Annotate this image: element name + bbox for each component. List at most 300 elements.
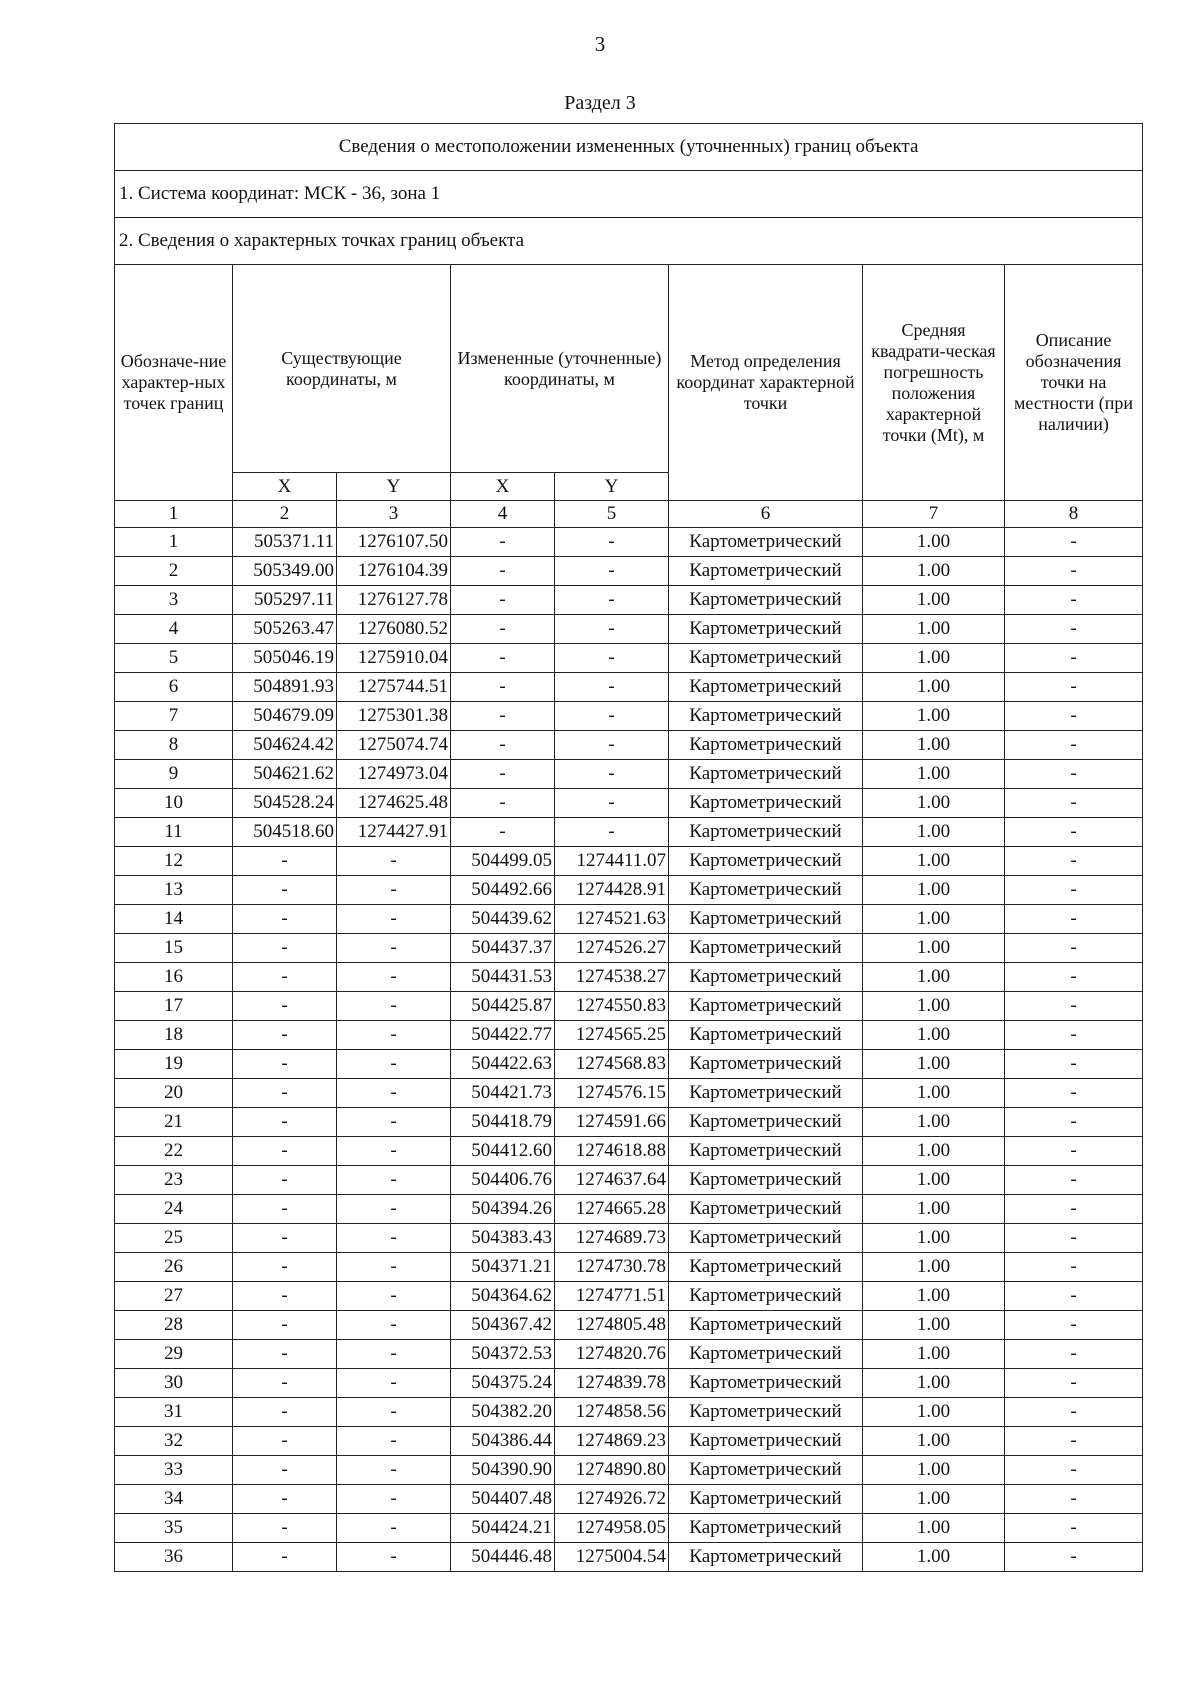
existing-x: - — [233, 1021, 337, 1050]
point-description: - — [1005, 586, 1143, 615]
table-row — [115, 731, 1143, 760]
existing-x: - — [233, 1282, 337, 1311]
table-row — [115, 557, 1143, 586]
column-number: 3 — [337, 501, 451, 528]
mean-error: 1.00 — [863, 644, 1005, 673]
mean-error: 1.00 — [863, 673, 1005, 702]
point-number: 36 — [115, 1543, 233, 1572]
existing-y: - — [337, 1108, 451, 1137]
method: Картометрический — [669, 818, 863, 847]
table-row — [115, 1079, 1143, 1108]
mean-error: 1.00 — [863, 731, 1005, 760]
column-number: 2 — [233, 501, 337, 528]
method: Картометрический — [669, 1195, 863, 1224]
changed-x: 504446.48 — [451, 1543, 555, 1572]
point-number: 11 — [115, 818, 233, 847]
point-description: - — [1005, 847, 1143, 876]
changed-x: 504367.42 — [451, 1311, 555, 1340]
point-description: - — [1005, 963, 1143, 992]
coord-system: 1. Система координат: МСК - 36, зона 1 — [115, 171, 1143, 218]
changed-x: 504422.77 — [451, 1021, 555, 1050]
changed-y: 1274926.72 — [555, 1485, 669, 1514]
point-description: - — [1005, 1282, 1143, 1311]
method: Картометрический — [669, 934, 863, 963]
changed-x: 504418.79 — [451, 1108, 555, 1137]
mean-error: 1.00 — [863, 992, 1005, 1021]
point-number: 34 — [115, 1485, 233, 1514]
existing-x: 504891.93 — [233, 673, 337, 702]
page-number: 3 — [594, 32, 606, 56]
changed-y: 1274730.78 — [555, 1253, 669, 1282]
existing-x: - — [233, 1456, 337, 1485]
existing-x: 505263.47 — [233, 615, 337, 644]
existing-x: - — [233, 1340, 337, 1369]
changed-y: 1274428.91 — [555, 876, 669, 905]
changed-y: - — [555, 586, 669, 615]
changed-y: - — [555, 528, 669, 557]
existing-x: - — [233, 876, 337, 905]
table-row — [115, 1514, 1143, 1543]
changed-x: 504383.43 — [451, 1224, 555, 1253]
table-row — [115, 1311, 1143, 1340]
changed-x: 504406.76 — [451, 1166, 555, 1195]
existing-x: 504679.09 — [233, 702, 337, 731]
changed-y: - — [555, 673, 669, 702]
point-number: 2 — [115, 557, 233, 586]
point-number: 10 — [115, 789, 233, 818]
point-description: - — [1005, 1253, 1143, 1282]
point-number: 28 — [115, 1311, 233, 1340]
point-number: 23 — [115, 1166, 233, 1195]
mean-error: 1.00 — [863, 1340, 1005, 1369]
method: Картометрический — [669, 1166, 863, 1195]
point-number: 17 — [115, 992, 233, 1021]
method: Картометрический — [669, 1369, 863, 1398]
table-row — [115, 1456, 1143, 1485]
changed-x: 504371.21 — [451, 1253, 555, 1282]
table-row — [115, 702, 1143, 731]
header-method: Метод определения координат характерной точки — [669, 265, 863, 501]
existing-x: - — [233, 1398, 337, 1427]
point-description: - — [1005, 1108, 1143, 1137]
existing-y: 1275744.51 — [337, 673, 451, 702]
changed-y: 1274869.23 — [555, 1427, 669, 1456]
changed-y: 1274890.80 — [555, 1456, 669, 1485]
point-number: 35 — [115, 1514, 233, 1543]
point-number: 8 — [115, 731, 233, 760]
mean-error: 1.00 — [863, 1369, 1005, 1398]
existing-y: - — [337, 1456, 451, 1485]
changed-x: 504382.20 — [451, 1398, 555, 1427]
table-row — [115, 1137, 1143, 1166]
column-number: 7 — [863, 501, 1005, 528]
existing-y: 1274625.48 — [337, 789, 451, 818]
table-row — [115, 905, 1143, 934]
mean-error: 1.00 — [863, 1311, 1005, 1340]
table-row — [115, 1021, 1143, 1050]
points-caption: 2. Сведения о характерных точках границ объекта — [115, 218, 1143, 265]
changed-y: 1274618.88 — [555, 1137, 669, 1166]
table-row — [115, 789, 1143, 818]
point-description: - — [1005, 1166, 1143, 1195]
method: Картометрический — [669, 1427, 863, 1456]
changed-y: 1274839.78 — [555, 1369, 669, 1398]
changed-y: 1274538.27 — [555, 963, 669, 992]
boundary-points-table — [114, 123, 1143, 1572]
existing-y: - — [337, 1253, 451, 1282]
table-row — [115, 1398, 1143, 1427]
changed-x: 504412.60 — [451, 1137, 555, 1166]
header-description: Описание обозначения точки на местности (при наличии) — [1005, 265, 1143, 501]
points-caption-row — [115, 218, 1143, 265]
method: Картометрический — [669, 1485, 863, 1514]
point-number: 30 — [115, 1369, 233, 1398]
table-row — [115, 1369, 1143, 1398]
existing-x: - — [233, 1543, 337, 1572]
mean-error: 1.00 — [863, 1485, 1005, 1514]
table-row — [115, 1224, 1143, 1253]
changed-y: 1274958.05 — [555, 1514, 669, 1543]
table-row — [115, 1253, 1143, 1282]
mean-error: 1.00 — [863, 1021, 1005, 1050]
changed-y: 1274637.64 — [555, 1166, 669, 1195]
point-description: - — [1005, 1456, 1143, 1485]
point-description: - — [1005, 644, 1143, 673]
method: Картометрический — [669, 1108, 863, 1137]
table-row — [115, 963, 1143, 992]
method: Картометрический — [669, 644, 863, 673]
point-description: - — [1005, 1311, 1143, 1340]
point-number: 22 — [115, 1137, 233, 1166]
existing-y: - — [337, 1166, 451, 1195]
point-description: - — [1005, 876, 1143, 905]
table-row — [115, 586, 1143, 615]
existing-y: - — [337, 1485, 451, 1514]
method: Картометрический — [669, 1398, 863, 1427]
existing-y: 1274973.04 — [337, 760, 451, 789]
method: Картометрический — [669, 1543, 863, 1572]
existing-y: 1276104.39 — [337, 557, 451, 586]
existing-x: - — [233, 1224, 337, 1253]
table-row — [115, 1485, 1143, 1514]
table-row — [115, 1282, 1143, 1311]
changed-x: - — [451, 528, 555, 557]
existing-x: - — [233, 934, 337, 963]
existing-y: - — [337, 847, 451, 876]
changed-x: 504394.26 — [451, 1195, 555, 1224]
mean-error: 1.00 — [863, 1253, 1005, 1282]
table-row — [115, 1050, 1143, 1079]
table-row — [115, 847, 1143, 876]
existing-y: - — [337, 1137, 451, 1166]
mean-error: 1.00 — [863, 1108, 1005, 1137]
changed-x: 504437.37 — [451, 934, 555, 963]
mean-error: 1.00 — [863, 1137, 1005, 1166]
existing-x: - — [233, 1253, 337, 1282]
mean-error: 1.00 — [863, 586, 1005, 615]
column-number: 1 — [115, 501, 233, 528]
mean-error: 1.00 — [863, 905, 1005, 934]
mean-error: 1.00 — [863, 847, 1005, 876]
method: Картометрический — [669, 1514, 863, 1543]
method: Картометрический — [669, 1282, 863, 1311]
changed-y: 1274550.83 — [555, 992, 669, 1021]
existing-y: 1275301.38 — [337, 702, 451, 731]
point-number: 1 — [115, 528, 233, 557]
existing-y: - — [337, 876, 451, 905]
method: Картометрический — [669, 1340, 863, 1369]
point-description: - — [1005, 1021, 1143, 1050]
point-number: 32 — [115, 1427, 233, 1456]
point-number: 19 — [115, 1050, 233, 1079]
method: Картометрический — [669, 673, 863, 702]
mean-error: 1.00 — [863, 818, 1005, 847]
mean-error: 1.00 — [863, 615, 1005, 644]
existing-x: 505371.11 — [233, 528, 337, 557]
header-changed: Измененные (уточненные) координаты, м — [451, 265, 669, 473]
point-description: - — [1005, 905, 1143, 934]
point-number: 6 — [115, 673, 233, 702]
changed-x: - — [451, 818, 555, 847]
existing-y: - — [337, 1514, 451, 1543]
existing-y: 1276080.52 — [337, 615, 451, 644]
existing-x: - — [233, 1427, 337, 1456]
point-description: - — [1005, 731, 1143, 760]
changed-x: 504492.66 — [451, 876, 555, 905]
mean-error: 1.00 — [863, 557, 1005, 586]
point-description: - — [1005, 1340, 1143, 1369]
point-description: - — [1005, 1050, 1143, 1079]
header-changed-y: Y — [555, 473, 669, 501]
point-description: - — [1005, 1485, 1143, 1514]
changed-y: - — [555, 557, 669, 586]
point-description: - — [1005, 702, 1143, 731]
section-label: Раздел 3 — [564, 92, 636, 114]
method: Картометрический — [669, 876, 863, 905]
table-row — [115, 1108, 1143, 1137]
point-number: 5 — [115, 644, 233, 673]
existing-x: - — [233, 1079, 337, 1108]
table-row — [115, 528, 1143, 557]
existing-x: 505046.19 — [233, 644, 337, 673]
mean-error: 1.00 — [863, 1050, 1005, 1079]
changed-x: 504421.73 — [451, 1079, 555, 1108]
changed-x: - — [451, 789, 555, 818]
mean-error: 1.00 — [863, 876, 1005, 905]
table-row — [115, 1195, 1143, 1224]
mean-error: 1.00 — [863, 789, 1005, 818]
point-description: - — [1005, 760, 1143, 789]
changed-y: - — [555, 644, 669, 673]
point-number: 33 — [115, 1456, 233, 1485]
changed-y: - — [555, 760, 669, 789]
header-point: Обозначе-ние характер-ных точек границ — [115, 265, 233, 501]
point-number: 20 — [115, 1079, 233, 1108]
existing-x: 504624.42 — [233, 731, 337, 760]
mean-error: 1.00 — [863, 1166, 1005, 1195]
table-row — [115, 615, 1143, 644]
mean-error: 1.00 — [863, 963, 1005, 992]
changed-y: - — [555, 702, 669, 731]
table-row — [115, 992, 1143, 1021]
changed-x: - — [451, 760, 555, 789]
point-number: 18 — [115, 1021, 233, 1050]
method: Картометрический — [669, 1456, 863, 1485]
changed-y: 1275004.54 — [555, 1543, 669, 1572]
changed-y: 1274805.48 — [555, 1311, 669, 1340]
table-row — [115, 644, 1143, 673]
method: Картометрический — [669, 1137, 863, 1166]
point-description: - — [1005, 789, 1143, 818]
mean-error: 1.00 — [863, 1224, 1005, 1253]
table-row — [115, 1543, 1143, 1572]
table-row — [115, 673, 1143, 702]
changed-y: 1274565.25 — [555, 1021, 669, 1050]
point-number: 25 — [115, 1224, 233, 1253]
mean-error: 1.00 — [863, 702, 1005, 731]
method: Картометрический — [669, 1079, 863, 1108]
method: Картометрический — [669, 731, 863, 760]
point-number: 29 — [115, 1340, 233, 1369]
header-existing-x: X — [233, 473, 337, 501]
column-number: 5 — [555, 501, 669, 528]
changed-x: - — [451, 673, 555, 702]
existing-y: - — [337, 1369, 451, 1398]
changed-x: 504407.48 — [451, 1485, 555, 1514]
existing-x: - — [233, 1514, 337, 1543]
existing-x: - — [233, 905, 337, 934]
method: Картометрический — [669, 963, 863, 992]
changed-y: - — [555, 818, 669, 847]
existing-y: - — [337, 963, 451, 992]
method: Картометрический — [669, 528, 863, 557]
method: Картометрический — [669, 760, 863, 789]
changed-x: 504425.87 — [451, 992, 555, 1021]
existing-x: 505297.11 — [233, 586, 337, 615]
point-number: 24 — [115, 1195, 233, 1224]
changed-x: 504424.21 — [451, 1514, 555, 1543]
method: Картометрический — [669, 1050, 863, 1079]
changed-y: 1274665.28 — [555, 1195, 669, 1224]
existing-y: - — [337, 1340, 451, 1369]
changed-y: - — [555, 731, 669, 760]
point-description: - — [1005, 1543, 1143, 1572]
changed-x: 504386.44 — [451, 1427, 555, 1456]
point-number: 21 — [115, 1108, 233, 1137]
changed-y: 1274521.63 — [555, 905, 669, 934]
column-number: 6 — [669, 501, 863, 528]
point-number: 12 — [115, 847, 233, 876]
method: Картометрический — [669, 1253, 863, 1282]
method: Картометрический — [669, 615, 863, 644]
changed-x: 504499.05 — [451, 847, 555, 876]
changed-y: 1274591.66 — [555, 1108, 669, 1137]
existing-x: - — [233, 1369, 337, 1398]
existing-y: - — [337, 1195, 451, 1224]
existing-x: 504621.62 — [233, 760, 337, 789]
point-description: - — [1005, 1514, 1143, 1543]
mean-error: 1.00 — [863, 1398, 1005, 1427]
table-title-row — [115, 124, 1143, 171]
existing-x: - — [233, 1195, 337, 1224]
existing-y: 1275074.74 — [337, 731, 451, 760]
mean-error: 1.00 — [863, 1514, 1005, 1543]
table-row — [115, 1427, 1143, 1456]
changed-y: - — [555, 615, 669, 644]
changed-y: - — [555, 789, 669, 818]
existing-x: 504518.60 — [233, 818, 337, 847]
point-number: 4 — [115, 615, 233, 644]
point-description: - — [1005, 1398, 1143, 1427]
changed-x: - — [451, 702, 555, 731]
point-number: 26 — [115, 1253, 233, 1282]
existing-x: 504528.24 — [233, 789, 337, 818]
method: Картометрический — [669, 557, 863, 586]
changed-x: 504364.62 — [451, 1282, 555, 1311]
coord-system-row — [115, 171, 1143, 218]
header-existing-y: Y — [337, 473, 451, 501]
changed-x: 504375.24 — [451, 1369, 555, 1398]
table-title: Сведения о местоположении измененных (уточненных) границ объекта — [115, 124, 1143, 171]
mean-error: 1.00 — [863, 1456, 1005, 1485]
header-row — [115, 265, 1143, 473]
existing-x: - — [233, 992, 337, 1021]
mean-error: 1.00 — [863, 528, 1005, 557]
point-number: 14 — [115, 905, 233, 934]
table-row — [115, 818, 1143, 847]
changed-y: 1274858.56 — [555, 1398, 669, 1427]
mean-error: 1.00 — [863, 760, 1005, 789]
changed-y: 1274689.73 — [555, 1224, 669, 1253]
table-body — [115, 528, 1143, 1572]
method: Картометрический — [669, 905, 863, 934]
existing-y: - — [337, 1079, 451, 1108]
changed-y: 1274411.07 — [555, 847, 669, 876]
changed-y: 1274820.76 — [555, 1340, 669, 1369]
existing-x: - — [233, 1050, 337, 1079]
method: Картометрический — [669, 1224, 863, 1253]
mean-error: 1.00 — [863, 1195, 1005, 1224]
point-number: 16 — [115, 963, 233, 992]
point-description: - — [1005, 934, 1143, 963]
mean-error: 1.00 — [863, 1427, 1005, 1456]
changed-x: 504372.53 — [451, 1340, 555, 1369]
table-row — [115, 934, 1143, 963]
method: Картометрический — [669, 1021, 863, 1050]
changed-x: - — [451, 557, 555, 586]
existing-x: - — [233, 963, 337, 992]
point-number: 3 — [115, 586, 233, 615]
changed-y: 1274526.27 — [555, 934, 669, 963]
point-description: - — [1005, 528, 1143, 557]
point-description: - — [1005, 615, 1143, 644]
method: Картометрический — [669, 1311, 863, 1340]
column-number: 8 — [1005, 501, 1143, 528]
changed-x: - — [451, 731, 555, 760]
point-description: - — [1005, 1195, 1143, 1224]
changed-y: 1274771.51 — [555, 1282, 669, 1311]
mean-error: 1.00 — [863, 934, 1005, 963]
mean-error: 1.00 — [863, 1543, 1005, 1572]
changed-x: - — [451, 615, 555, 644]
method: Картометрический — [669, 702, 863, 731]
changed-x: 504422.63 — [451, 1050, 555, 1079]
existing-x: 505349.00 — [233, 557, 337, 586]
existing-y: - — [337, 1282, 451, 1311]
existing-y: - — [337, 1543, 451, 1572]
point-description: - — [1005, 1224, 1143, 1253]
existing-y: - — [337, 934, 451, 963]
